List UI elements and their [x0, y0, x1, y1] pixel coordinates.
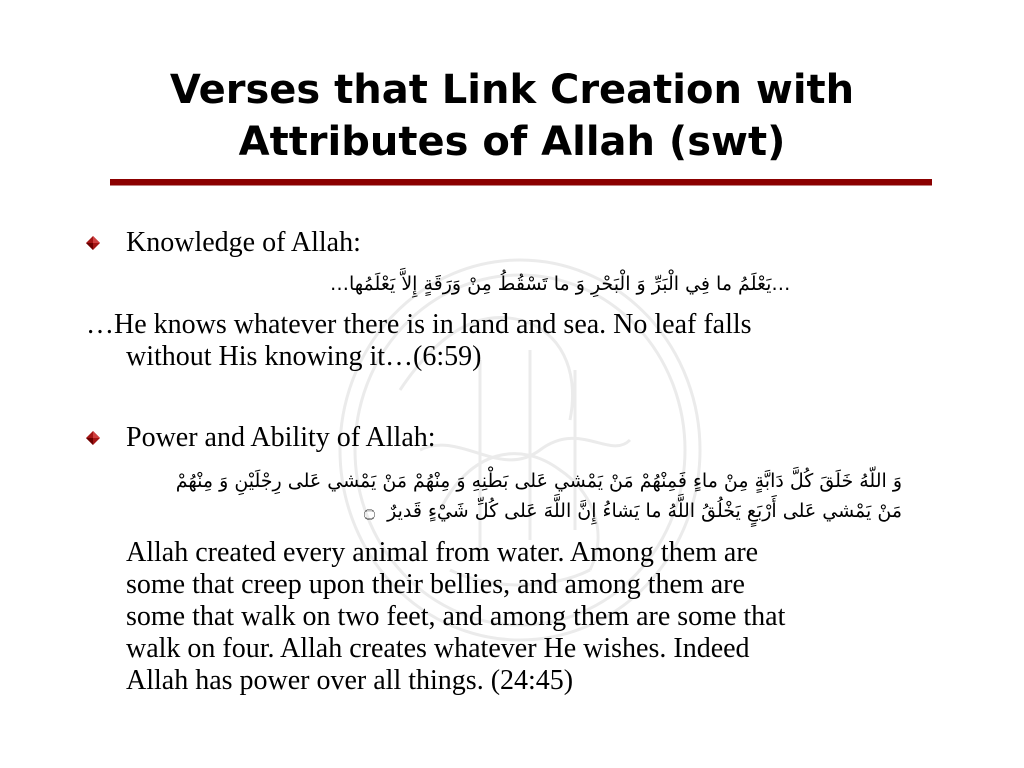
translation-24-45	[126, 537, 986, 697]
translation-24-45-line: some that walk on two feet, and among them are some that	[126, 601, 786, 632]
bullet-power-label: Power and Ability of Allah:	[126, 422, 436, 453]
bullet-knowledge-label: Knowledge of Allah:	[126, 227, 361, 258]
red-diamond-bullet-icon	[86, 236, 100, 250]
translation-6-59-line-1: …He knows whatever there is in land and sea. No leaf falls	[86, 309, 752, 340]
title-line-2: Attributes of Allah (swt)	[238, 119, 786, 165]
arabic-verse-24-45	[90, 466, 902, 526]
arabic-verse-6-59: …يَعْلَمُ ما فِي الْبَرِّ وَ الْبَحْرِ وَ ما تَسْقُطُ مِنْ وَرَقَةٍ إِلاَّ يَعْلَمُها…	[330, 273, 791, 295]
title-line-1: Verses that Link Creation with	[169, 67, 855, 113]
translation-24-45-line: some that creep upon their bellies, and among them are	[126, 569, 745, 600]
red-diamond-bullet-icon	[86, 431, 100, 445]
arabic-verse-24-45-line-2: مَنْ يَمْشي عَلى أَرْبَعٍ يَخْلُقُ اللَّهُ ما يَشاءُ إِنَّ اللَّهَ عَلى كُلِّ شَيْءٍ قَديرٌ	[387, 500, 902, 522]
translation-24-45-line: Allah created every animal from water. Among them are	[126, 537, 759, 568]
ayah-end-ornament-icon: ۝	[363, 500, 376, 522]
translation-24-45-line: walk on four. Allah creates whatever He wishes. Indeed	[126, 633, 750, 664]
slide-title	[60, 64, 964, 168]
title-divider	[110, 179, 932, 186]
translation-24-45-line: Allah has power over all things. (24:45)	[126, 665, 574, 696]
translation-6-59-line-2: without His knowing it…(6:59)	[126, 341, 482, 372]
translation-6-59	[86, 309, 966, 373]
arabic-verse-24-45-line-1: وَ اللَّهُ خَلَقَ كُلَّ دَابَّةٍ مِنْ ماءٍ فَمِنْهُمْ مَنْ يَمْشي عَلى بَطْنِهِ وَ مِنْهُمْ مَنْ يَمْشي عَلى رِجْلَيْنِ وَ مِنْهُمْ	[175, 470, 902, 492]
